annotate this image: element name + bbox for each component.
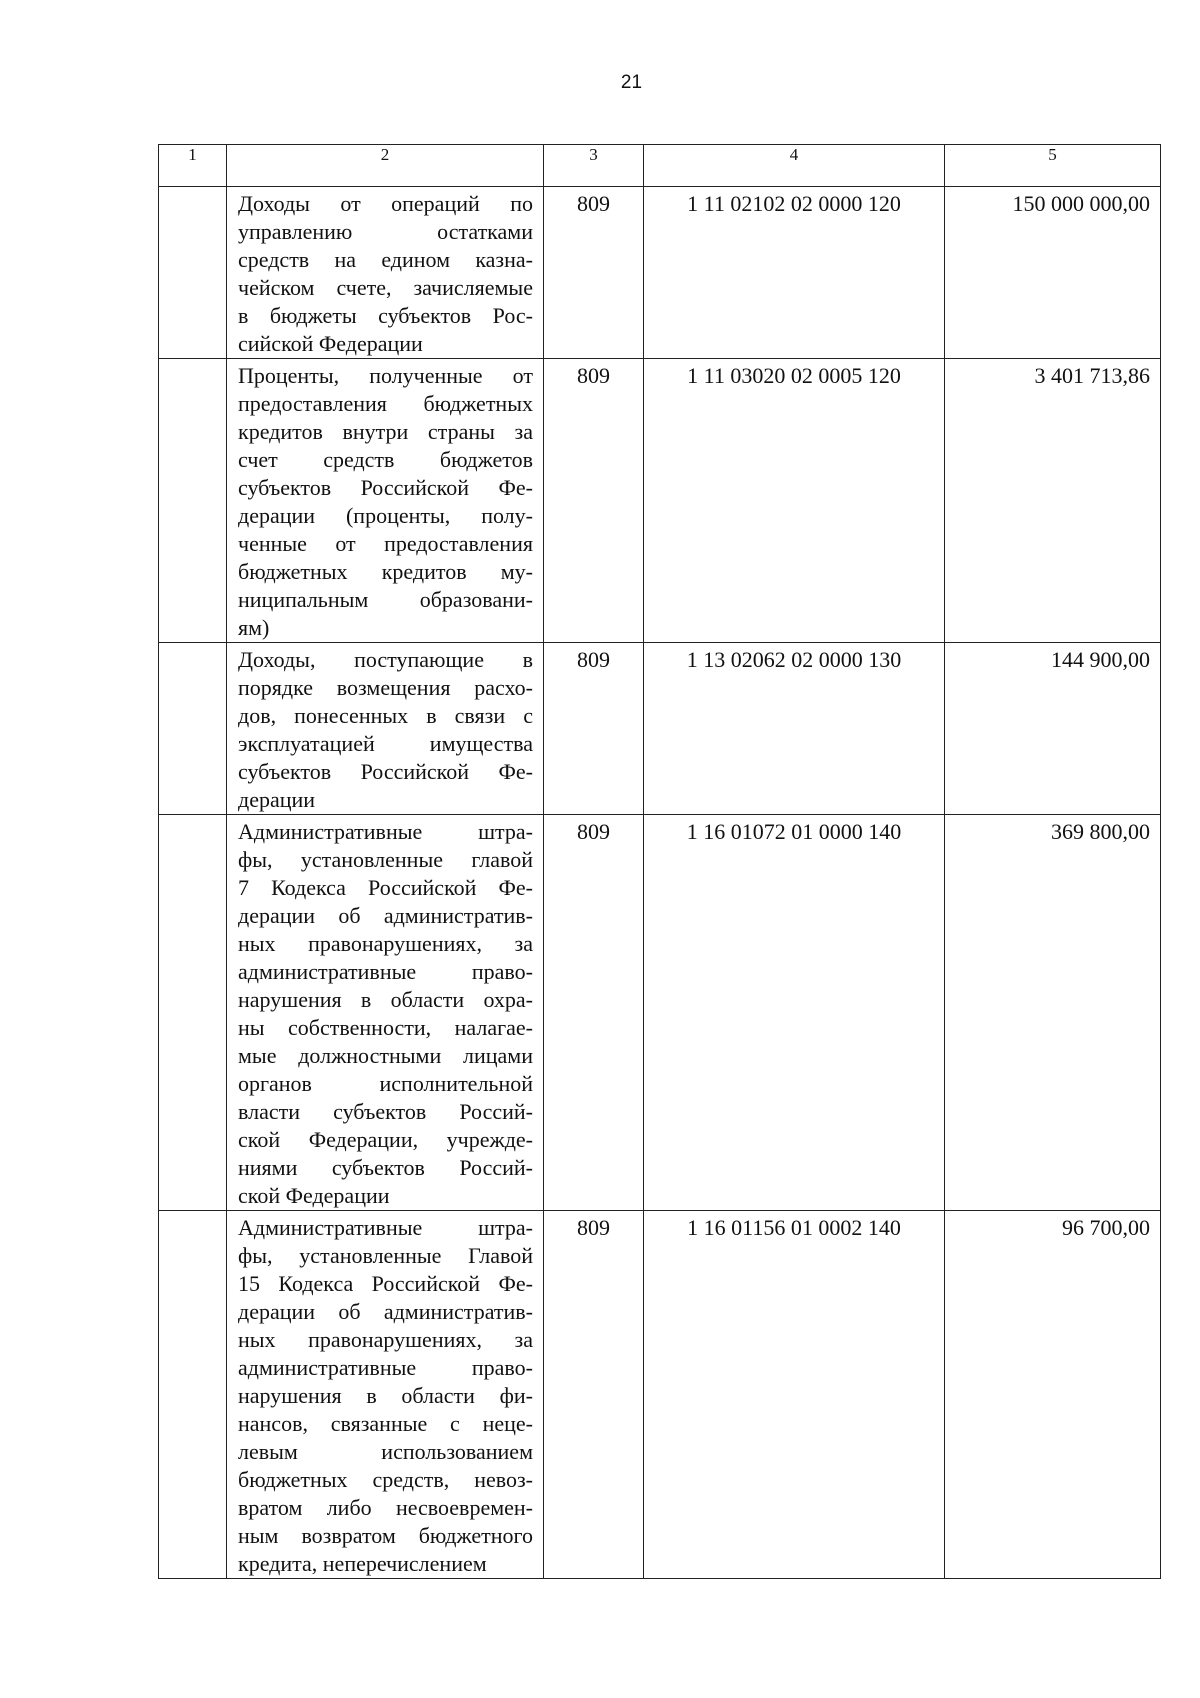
description-line: нарушения в области фи- <box>238 1383 533 1408</box>
description-line: счет средств бюджетов <box>238 447 533 472</box>
description-line: чейском счете, зачисляемые <box>238 275 533 300</box>
description-line: нарушения в области охра- <box>238 987 533 1012</box>
description-line: дерации об административ- <box>238 903 533 928</box>
description-line: бюджетных кредитов му- <box>238 559 533 584</box>
description-line: административные право- <box>238 1355 533 1380</box>
budget-classification-code-cell: 1 13 02062 02 0000 130 <box>644 643 945 815</box>
description-line: мые должностными лицами <box>238 1043 533 1068</box>
description-line: Доходы от операций по <box>238 191 533 216</box>
table-row <box>159 643 1161 815</box>
description-line: нансов, связанные с неце- <box>238 1411 533 1436</box>
description-cell <box>227 187 544 359</box>
description-line: средств на едином казна- <box>238 247 533 272</box>
header-cell-4: 4 <box>644 145 945 187</box>
description-line: 7 Кодекса Российской Фе- <box>238 875 533 900</box>
description-line: ской Федерации, учрежде- <box>238 1127 533 1152</box>
description-line: Административные штра- <box>238 819 533 844</box>
row-number-cell <box>159 187 227 359</box>
description-line: органов исполнительной <box>238 1071 533 1096</box>
description-line: левым использованием <box>238 1439 533 1464</box>
description-line: дерации (проценты, полу- <box>238 503 533 528</box>
page-number: 21 <box>620 72 643 93</box>
admin-code-cell: 809 <box>544 187 644 359</box>
description-line: управлению остатками <box>238 219 533 244</box>
description-line: власти субъектов Россий- <box>238 1099 533 1124</box>
description-line: административные право- <box>238 959 533 984</box>
description-cell <box>227 815 544 1211</box>
table-row <box>159 359 1161 643</box>
description-line: дерации <box>238 787 316 812</box>
description-line: ям) <box>238 615 270 640</box>
description-line: кредита, неперечислением <box>238 1551 487 1576</box>
description-cell <box>227 643 544 815</box>
description-cell <box>227 1211 544 1579</box>
description-line: Административные штра- <box>238 1215 533 1240</box>
description-line: предоставления бюджетных <box>238 391 533 416</box>
description-line: субъектов Российской Фе- <box>238 759 533 784</box>
budget-classification-code-cell: 1 16 01072 01 0000 140 <box>644 815 945 1211</box>
description-line: ных правонарушениях, за <box>238 931 533 956</box>
budget-classification-code-cell: 1 11 02102 02 0000 120 <box>644 187 945 359</box>
description-line: 15 Кодекса Российской Фе- <box>238 1271 533 1296</box>
description-line: субъектов Российской Фе- <box>238 475 533 500</box>
description-line: сийской Федерации <box>238 331 423 356</box>
description-line: Доходы, поступающие в <box>238 647 533 672</box>
description-line: порядке возмещения расхо- <box>238 675 533 700</box>
row-number-cell <box>159 359 227 643</box>
description-line: фы, установленные Главой <box>238 1243 533 1268</box>
description-line: ниями субъектов Россий- <box>238 1155 533 1180</box>
amount-cell: 369 800,00 <box>945 815 1161 1211</box>
row-number-cell <box>159 643 227 815</box>
row-number-cell <box>159 815 227 1211</box>
description-line: ным возвратом бюджетного <box>238 1523 533 1548</box>
table-row <box>159 1211 1161 1579</box>
budget-classification-code-cell: 1 16 01156 01 0002 140 <box>644 1211 945 1579</box>
row-number-cell <box>159 1211 227 1579</box>
admin-code-cell: 809 <box>544 359 644 643</box>
amount-cell: 144 900,00 <box>945 643 1161 815</box>
description-line: бюджетных средств, невоз- <box>238 1467 533 1492</box>
description-line: ской Федерации <box>238 1183 390 1208</box>
revenue-table <box>158 144 1161 1579</box>
description-line: в бюджеты субъектов Рос- <box>238 303 533 328</box>
amount-cell: 3 401 713,86 <box>945 359 1161 643</box>
budget-classification-code-cell: 1 11 03020 02 0005 120 <box>644 359 945 643</box>
description-line: кредитов внутри страны за <box>238 419 533 444</box>
description-line: ных правонарушениях, за <box>238 1327 533 1352</box>
admin-code-cell: 809 <box>544 643 644 815</box>
header-cell-5: 5 <box>945 145 1161 187</box>
description-line: дов, понесенных в связи с <box>238 703 533 728</box>
header-cell-2: 2 <box>227 145 544 187</box>
table-row <box>159 187 1161 359</box>
header-cell-3: 3 <box>544 145 644 187</box>
description-line: эксплуатацией имущества <box>238 731 533 756</box>
table-header-row <box>159 145 1161 187</box>
description-line: вратом либо несвоевремен- <box>238 1495 533 1520</box>
amount-cell: 150 000 000,00 <box>945 187 1161 359</box>
description-line: Проценты, полученные от <box>238 363 533 388</box>
description-line: фы, установленные главой <box>238 847 533 872</box>
description-line: ны собственности, налагае- <box>238 1015 533 1040</box>
description-line: ченные от предоставления <box>238 531 533 556</box>
description-line: дерации об административ- <box>238 1299 533 1324</box>
description-cell <box>227 359 544 643</box>
table-row <box>159 815 1161 1211</box>
description-line: ниципальным образовани- <box>238 587 533 612</box>
admin-code-cell: 809 <box>544 815 644 1211</box>
admin-code-cell: 809 <box>544 1211 644 1579</box>
amount-cell: 96 700,00 <box>945 1211 1161 1579</box>
header-cell-1: 1 <box>159 145 227 187</box>
